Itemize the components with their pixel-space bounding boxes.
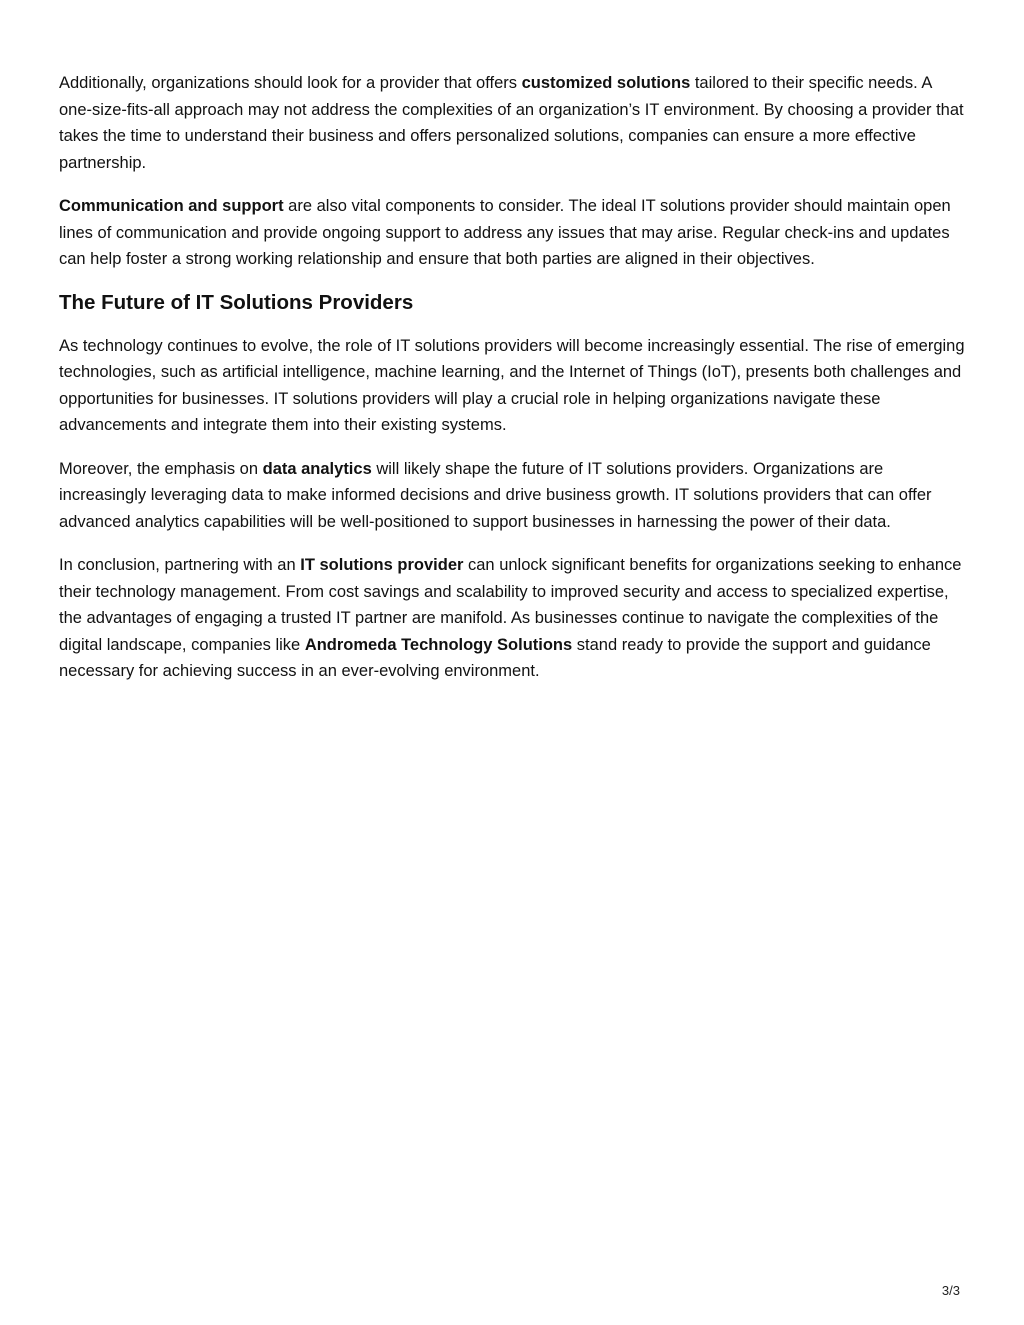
- text-run: are also vital components to consider. The ideal IT solutions provider should maintain open lines of communication and provide ongoing support to address any issues that may arise. Regular check-ins and updates can help foster a strong working relationship and ensure that both parties are aligned in their objectives.: [59, 197, 951, 268]
- text-run: In conclusion, partnering with an: [59, 556, 301, 574]
- text-run: will likely shape the future of IT solutions providers. Organizations are increasingly leveraging data to make informed decisions and drive business growth. IT solutions providers that can offer advanced analytics capabilities will be well-positioned to support businesses in harnessing the power of their data.: [59, 459, 932, 531]
- bold-phrase: IT solutions provider: [300, 556, 464, 574]
- bold-phrase: customized solutions: [521, 74, 691, 92]
- paragraph: [59, 456, 969, 536]
- page-number: 3/3: [941, 1283, 960, 1298]
- text-run: can unlock significant benefits for organizations seeking to enhance their technology management. From cost savings and scalability to improved security and access to specialized expertise, the advantages of engaging a trusted IT partner are manifold. As businesses continue to navigate the complexities of the digital landscape, companies like: [59, 556, 962, 654]
- intro-paragraphs: [59, 70, 969, 273]
- paragraph: [59, 193, 969, 273]
- text-run: tailored to their specific needs. A one-size-fits-all approach may not address the complexities of an organization’s IT environment. By choosing a provider that takes the time to understand their business and offers personalized solutions, companies can ensure a more effective partnership.: [59, 74, 964, 172]
- document-body: [59, 70, 969, 702]
- bold-phrase: Communication and support: [59, 197, 284, 215]
- bold-phrase: Andromeda Technology Solutions: [304, 635, 573, 654]
- paragraph: [59, 552, 969, 685]
- bold-phrase: data analytics: [262, 459, 372, 478]
- paragraph: [59, 70, 969, 176]
- section-heading: The Future of IT Solutions Providers: [59, 290, 414, 314]
- text-run: As technology continues to evolve, the role of IT solutions providers will become increasingly essential. The rise of emerging technologies, such as artificial intelligence, machine learning, and the Internet of Things (IoT), presents both challenges and opportunities for businesses. IT solutions providers will play a crucial role in helping organizations navigate these advancements and integrate them into their existing systems.: [59, 336, 965, 434]
- text-run: stand ready to provide the support and guidance necessary for achieving success in an ever-evolving environment.: [59, 635, 931, 680]
- section-paragraphs: [59, 333, 969, 685]
- paragraph: [59, 333, 969, 439]
- text-run: Additionally, organizations should look for a provider that offers: [59, 74, 522, 92]
- text-run: Moreover, the emphasis on: [59, 459, 263, 478]
